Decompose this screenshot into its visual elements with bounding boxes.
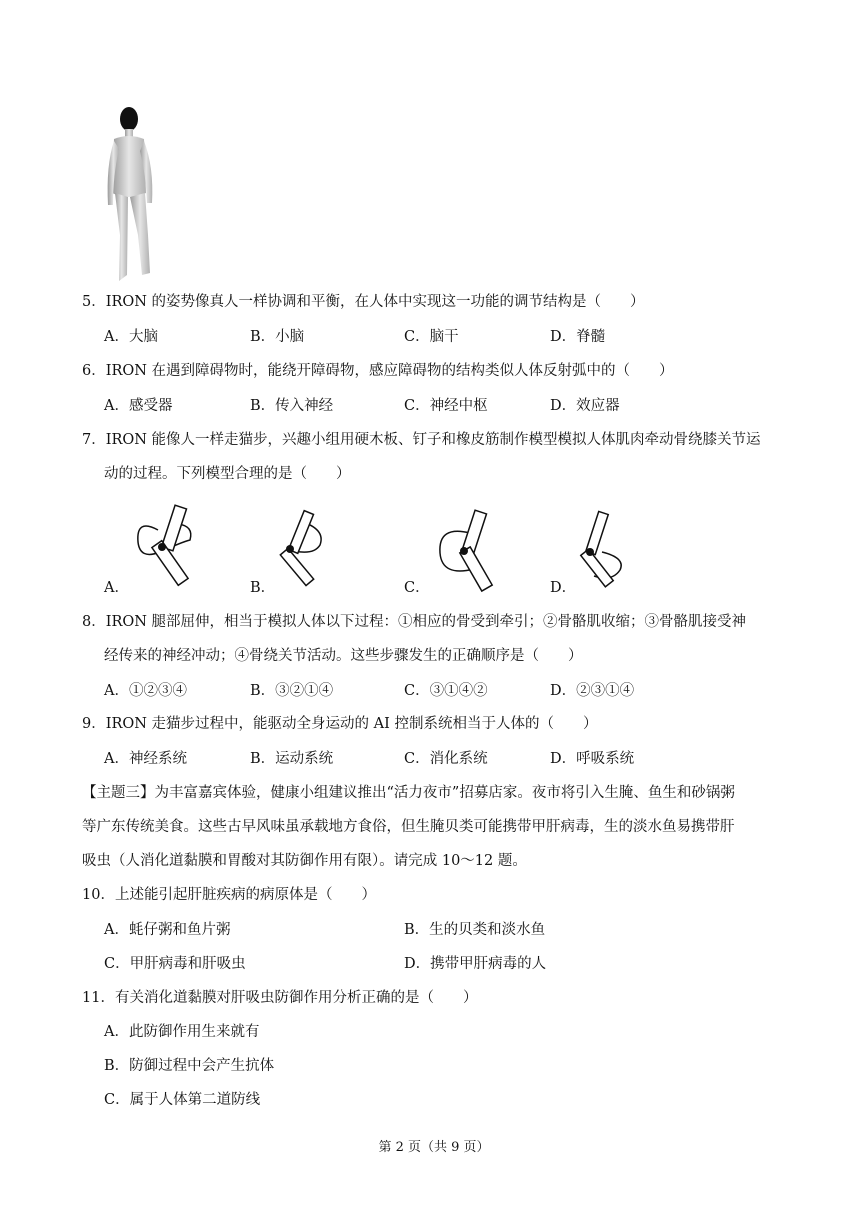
theme-3-paragraph-line1: 【主题三】为丰富嘉宾体验，健康小组建议推出“活力夜市”招募店家。夜市将引入生腌、鱼生和砂锅粥 xyxy=(82,785,735,801)
q10-option-b[interactable]: B．生的贝类和淡水鱼 xyxy=(404,922,546,938)
q6-option-d[interactable]: D．效应器 xyxy=(550,398,620,414)
q8-option-a[interactable]: A．①②③④ xyxy=(104,683,187,699)
question-8-stem-line2: 经传来的神经冲动；④骨绕关节活动。这些步骤发生的正确顺序是（ ） xyxy=(104,648,583,664)
question-8-stem-line1: 8．IRON 腿部屈伸，相当于模拟人体以下过程：①相应的骨受到牵引；②骨骼肌收缩；③骨骼肌接受神 xyxy=(82,614,747,630)
page-number-footer: 第 2 页（共 9 页） xyxy=(378,1140,490,1155)
q10-option-a[interactable]: A．蚝仔粥和鱼片粥 xyxy=(104,922,231,938)
question-11-stem: 11．有关消化道黏膜对肝吸虫防御作用分析正确的是（ ） xyxy=(82,990,478,1006)
q6-option-b[interactable]: B．传入神经 xyxy=(250,398,334,414)
q10-option-c[interactable]: C．甲肝病毒和肝吸虫 xyxy=(104,956,246,972)
robot-figure-image xyxy=(100,105,160,285)
q7-option-a[interactable]: A． xyxy=(104,580,129,596)
q7-option-b[interactable]: B． xyxy=(250,580,276,596)
q11-option-c[interactable]: C．属于人体第二道防线 xyxy=(104,1092,261,1108)
q8-option-d[interactable]: D．②③①④ xyxy=(550,683,635,699)
humanoid-robot-illustration xyxy=(100,105,160,285)
q9-option-a[interactable]: A．神经系统 xyxy=(104,751,187,767)
q5-option-a[interactable]: A．大脑 xyxy=(104,329,158,345)
q7-model-c-diagram xyxy=(430,505,510,599)
q8-option-c[interactable]: C．③①④② xyxy=(404,683,488,699)
q7-option-d[interactable]: D． xyxy=(550,580,577,596)
q5-option-d[interactable]: D．脊髓 xyxy=(550,329,606,345)
question-7-stem-line1: 7．IRON 能像人一样走猫步，兴趣小组用硬木板、钉子和橡皮筋制作模型模拟人体肌肉牵动骨绕膝关节运 xyxy=(82,432,761,448)
q7-model-b-diagram xyxy=(270,505,340,594)
q9-option-d[interactable]: D．呼吸系统 xyxy=(550,751,635,767)
q11-option-b[interactable]: B．防御过程中会产生抗体 xyxy=(104,1058,275,1074)
question-5-stem: 5．IRON 的姿势像真人一样协调和平衡，在人体中实现这一功能的调节结构是（ ） xyxy=(82,294,645,310)
q11-option-a[interactable]: A．此防御作用生来就有 xyxy=(104,1024,260,1040)
question-6-stem: 6．IRON 在遇到障碍物时，能绕开障碍物，感应障碍物的结构类似人体反射弧中的（ ） xyxy=(82,363,674,379)
question-10-stem: 10．上述能引起肝脏疾病的病原体是（ ） xyxy=(82,887,376,903)
q9-option-b[interactable]: B．运动系统 xyxy=(250,751,334,767)
q7-model-d-diagram xyxy=(570,508,640,597)
q5-option-c[interactable]: C．脑干 xyxy=(404,329,459,345)
q7-model-a-diagram xyxy=(130,500,210,594)
q8-option-b[interactable]: B．③②①④ xyxy=(250,683,334,699)
theme-3-paragraph-line2: 等广东传统美食。这些古早风味虽承载地方食俗，但生腌贝类可能携带甲肝病毒，生的淡水鱼易携带肝 xyxy=(82,819,735,835)
question-7-stem-line2: 动的过程。下列模型合理的是（ ） xyxy=(104,466,351,482)
theme-3-paragraph-line3: 吸虫（人消化道黏膜和胃酸对其防御作用有限）。请完成 10～12 题。 xyxy=(82,853,527,869)
q7-option-c[interactable]: C． xyxy=(404,580,430,596)
question-9-stem: 9．IRON 走猫步过程中，能驱动全身运动的 AI 控制系统相当于人体的（ ） xyxy=(82,716,598,732)
q10-option-d[interactable]: D．携带甲肝病毒的人 xyxy=(404,956,547,972)
q5-option-b[interactable]: B．小脑 xyxy=(250,329,305,345)
q9-option-c[interactable]: C．消化系统 xyxy=(404,751,488,767)
q6-option-a[interactable]: A．感受器 xyxy=(104,398,173,414)
q6-option-c[interactable]: C．神经中枢 xyxy=(404,398,488,414)
